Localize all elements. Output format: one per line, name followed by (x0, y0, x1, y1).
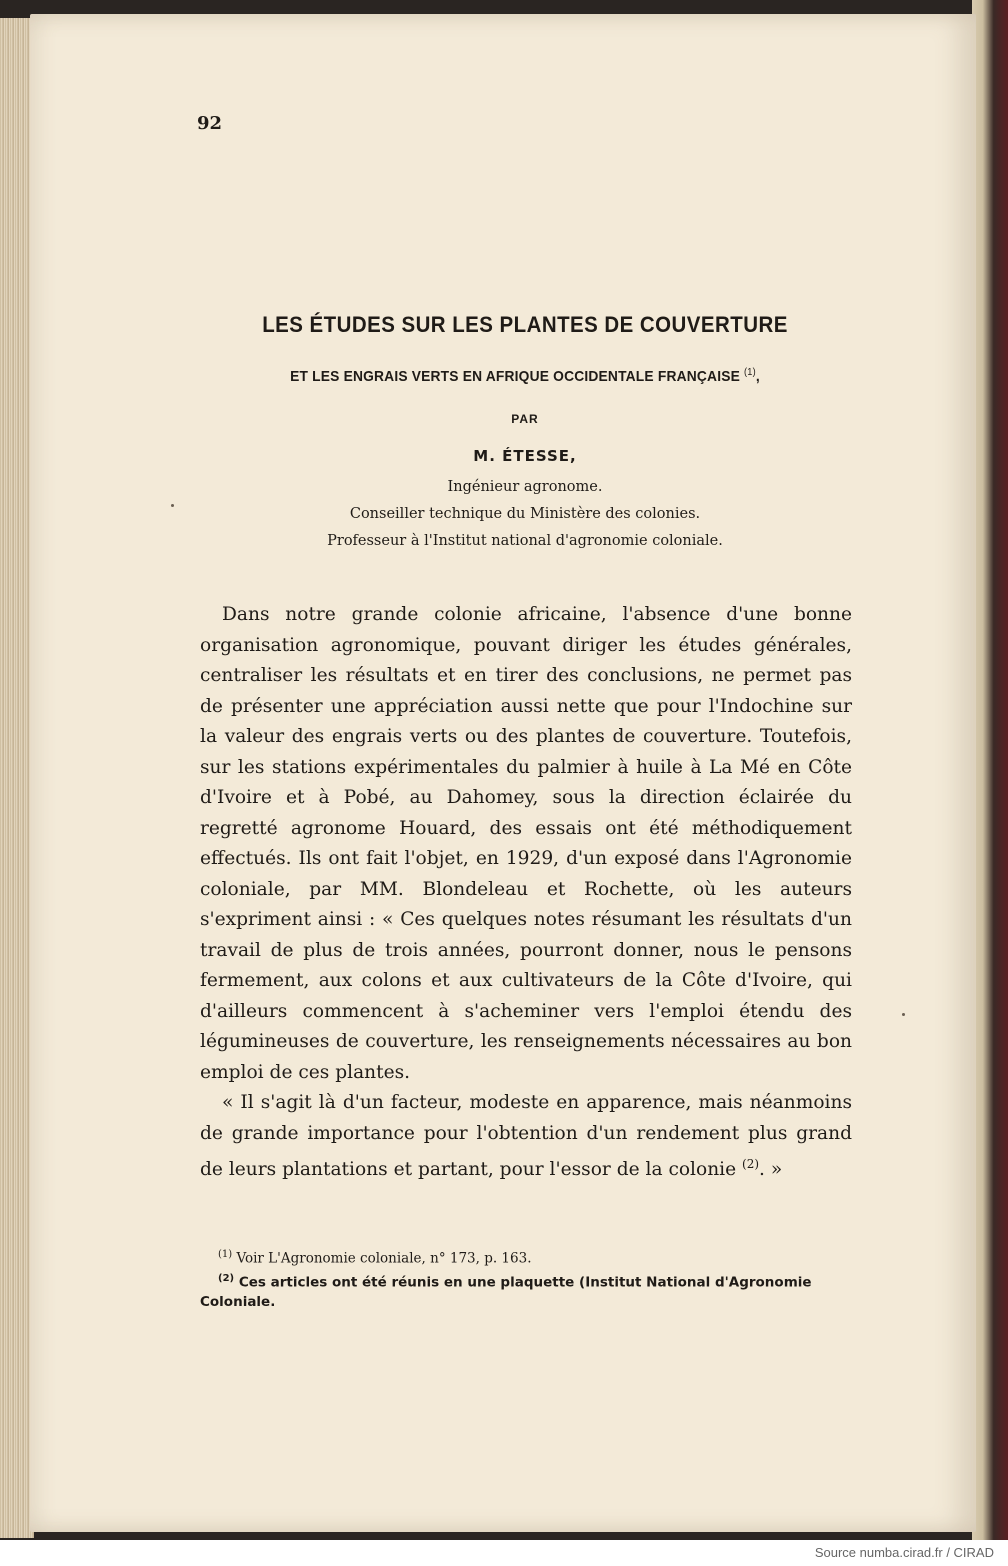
footnote-text: Ces articles ont été réunis en une plaquette (Institut National d'Agronomie Coloniale. (200, 1274, 812, 1310)
author-affiliation: Professeur à l'Institut national d'agronomie coloniale. (327, 533, 723, 549)
paragraph-text: « Il s'agit là d'un facteur, modeste en apparence, mais néanmoins de grande importance pour l'obtention d'un rendement plus grand de leurs plantations et partant, pour l'essor de la colonie (200, 1092, 852, 1181)
article-subtitle (226, 367, 824, 385)
subtitle-footnote-ref: (1) (744, 367, 756, 378)
article-body (200, 600, 852, 1186)
paper-speck (171, 504, 174, 507)
article-title: LES ÉTUDES SUR LES PLANTES DE COUVERTURE (262, 312, 788, 337)
author-affiliation: Conseiller technique du Ministère des colonies. (349, 506, 701, 522)
paragraph-footnote-ref: (2) (742, 1157, 760, 1171)
book-binding (972, 0, 1008, 1540)
footnote-mark: (2) (218, 1272, 235, 1284)
subtitle-end: , (755, 368, 760, 385)
footnote (200, 1269, 854, 1313)
paper-speck (902, 1013, 905, 1016)
author-name: M. ÉTESSE, (473, 447, 577, 465)
body-paragraph: Dans notre grande colonie africaine, l'absence d'une bonne organisation agronomique, pouvant diriger les études générales, centraliser les résultats et en tirer des conclusions, ne permet pas de présenter une appréciation aussi nette que pour l'Indochine sur la valeur des engrais verts ou des plantes de couverture. Toutefois, sur les stations expérimentales du palmier à huile à La Mé en Côte d'Ivoire et à Pobé, au Dahomey, sous la direction éclairée du regretté agronome Houard, des essais ont été méthodiquement effectués. Ils ont fait l'objet, en 1929, d'un exposé dans l'Agronomie coloniale, par MM. Blondeleau et Rochette, où les auteurs s'expriment ainsi : « Ces quelques notes résumant les résultats d'un travail de plus de trois années, pourront donner, nous le pensons fermement, aux colons et aux cultivateurs de la Côte d'Ivoire, qui d'ailleurs commencent à s'acheminer vers l'emploi étendu des légumineuses de couverture, les renseignements nécessaires au bon emploi de ces plantes. (200, 604, 852, 1083)
footnote-mark: (1) (218, 1249, 233, 1260)
footnote (200, 1245, 854, 1269)
page-number: 92 (197, 113, 223, 134)
page-block-edges (0, 18, 34, 1538)
footnotes (200, 1245, 854, 1312)
subtitle-text: ET LES ENGRAIS VERTS EN AFRIQUE OCCIDENTALE FRANÇAISE (290, 368, 740, 385)
footnote-text: Voir L'Agronomie coloniale, n° 173, p. 163. (236, 1250, 532, 1267)
paragraph-end: . » (759, 1159, 783, 1181)
byline-par: PAR (511, 412, 539, 426)
author-affiliation: Ingénieur agronome. (447, 479, 603, 495)
source-credit: Source numba.cirad.fr / CIRAD (814, 1545, 994, 1560)
body-paragraph (200, 1088, 852, 1186)
